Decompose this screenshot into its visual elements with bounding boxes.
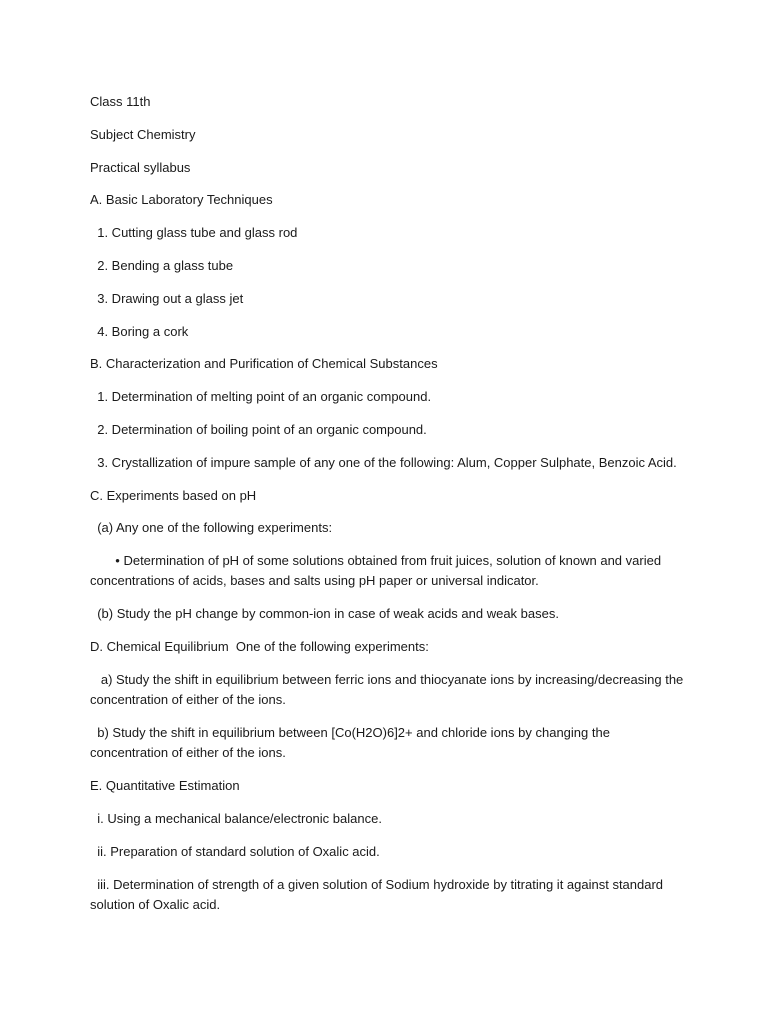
section-a-heading: A. Basic Laboratory Techniques	[90, 192, 273, 207]
class-line: Class 11th	[90, 94, 151, 109]
section-e-item-iii-line-2: solution of Oxalic acid.	[90, 897, 221, 912]
section-b-item: 2. Determination of boiling point of an organic compound.	[90, 422, 427, 437]
section-d-item-b-line-2: concentration of either of the ions.	[90, 745, 286, 760]
subject-line: Subject Chemistry	[90, 127, 196, 142]
section-c-bullet-line-2: concentrations of acids, bases and salts using pH paper or universal indicator.	[90, 573, 539, 588]
section-d-item-a-line-2: concentration of either of the ions.	[90, 692, 286, 707]
section-c-bullet-line-1: • Determination of pH of some solutions obtained from fruit juices, solution of known and varied	[90, 553, 662, 568]
section-a-item: 3. Drawing out a glass jet	[90, 291, 244, 306]
section-a-item: 4. Boring a cork	[90, 324, 189, 339]
section-d-item-a-line-1: a) Study the shift in equilibrium between ferric ions and thiocyanate ions by increasing/decreasing the	[90, 672, 684, 687]
section-e-item-iii-line-1: iii. Determination of strength of a given solution of Sodium hydroxide by titrating it against standard	[90, 877, 664, 892]
section-e-heading: E. Quantitative Estimation	[90, 778, 240, 793]
section-a-item: 2. Bending a glass tube	[90, 258, 234, 273]
section-c-heading: C. Experiments based on pH	[90, 488, 257, 503]
section-c-item-b: (b) Study the pH change by common-ion in case of weak acids and weak bases.	[90, 606, 559, 621]
section-b-item: 3. Crystallization of impure sample of any one of the following: Alum, Copper Sulphate, Benzoic Acid.	[90, 455, 677, 470]
section-e-item-ii: ii. Preparation of standard solution of Oxalic acid.	[90, 844, 380, 859]
section-c-item-a: (a) Any one of the following experiments:	[90, 520, 333, 535]
section-a-item: 1. Cutting glass tube and glass rod	[90, 225, 298, 240]
section-e-item-i: i. Using a mechanical balance/electronic balance.	[90, 811, 382, 826]
section-b-item: 1. Determination of melting point of an organic compound.	[90, 389, 432, 404]
section-b-heading: B. Characterization and Purification of Chemical Substances	[90, 356, 438, 371]
section-d-heading: D. Chemical Equilibrium One of the following experiments:	[90, 639, 429, 654]
syllabus-line: Practical syllabus	[90, 160, 191, 175]
section-d-item-b-line-1: b) Study the shift in equilibrium between [Co(H2O)6]2+ and chloride ions by changing the	[90, 725, 610, 740]
